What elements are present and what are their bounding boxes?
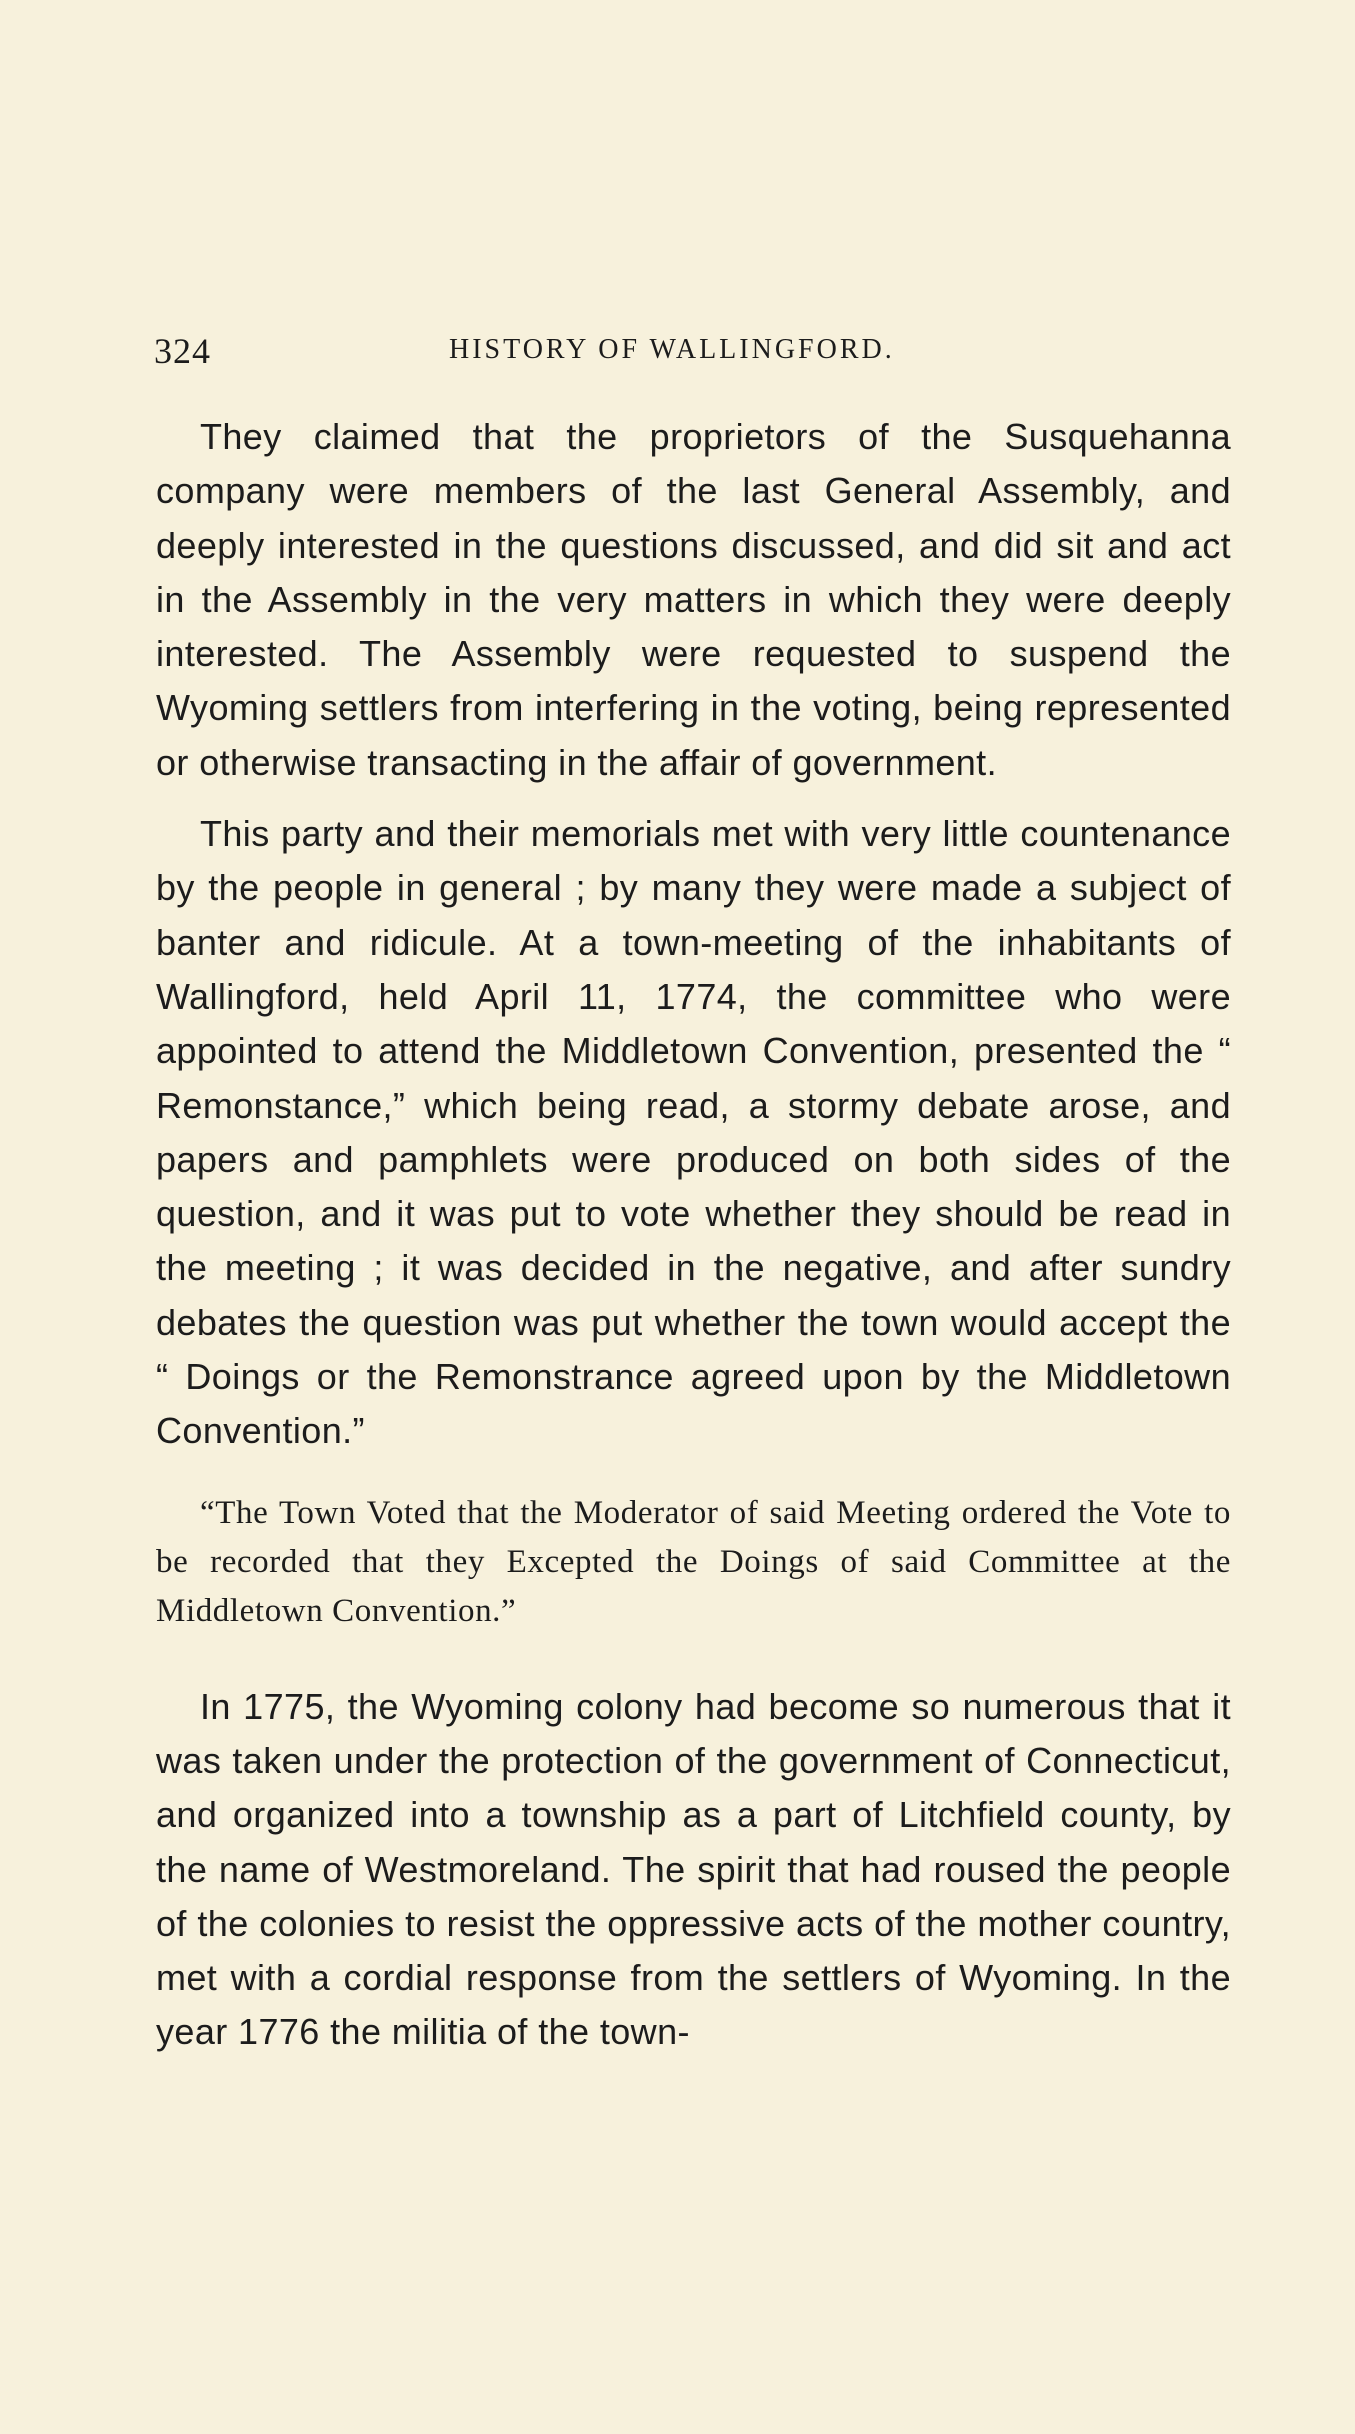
page-number: 324 — [154, 331, 211, 371]
body-text — [156, 410, 1231, 2060]
paragraph-town-meeting: This party and their memorials met with very little countenance by the people in general ; by many they were made a subject of banter and ridicule. At a town-meeting of the inhabitants of Wallingford, held April 11, 1774, the committee who were appointed to attend the Middletown Convention, presented the “ Remonstance,” which being read, a stormy debate arose, and papers and pamphlets were produced on both sides of the question, and it was put to vote whether they should be read in the meeting ; it was decided in the negative, and after sundry debates the question was put whether the town would accept the “ Doings or the Remonstrance agreed upon by the Middletown Convention.” — [156, 813, 1231, 1452]
paragraph-westmoreland: In 1775, the Wyoming colony had become so numerous that it was taken under the protection of the government of Connecticut, and organized into a township as a part of Litchfield county, by the name of Westmoreland. The spirit that had roused the people of the colonies to resist the oppressive acts of the mother country, met with a cordial response from the settlers of Wyoming. In the year 1776 the militia of the town- — [156, 1685, 1231, 2053]
running-head — [154, 330, 1224, 380]
paragraph-proprietors-claim: They claimed that the proprietors of the Susquehanna company were members of the last General Assembly, and deeply interested in the questions discussed, and did sit and act in the Assembly in the very matters in which they were deeply interested. The Assembly were requested to suspend the Wyoming settlers from interfering in the voting, being represented or otherwise transacting in the affair of government. — [156, 416, 1231, 783]
quoted-vote-record: “The Town Voted that the Moderator of said Meeting ordered the Vote to be recorded that they Excepted the Doings of said Committee at the Middletown Convention.” — [156, 1494, 1231, 1629]
running-title: HISTORY OF WALLINGFORD. — [449, 334, 895, 365]
